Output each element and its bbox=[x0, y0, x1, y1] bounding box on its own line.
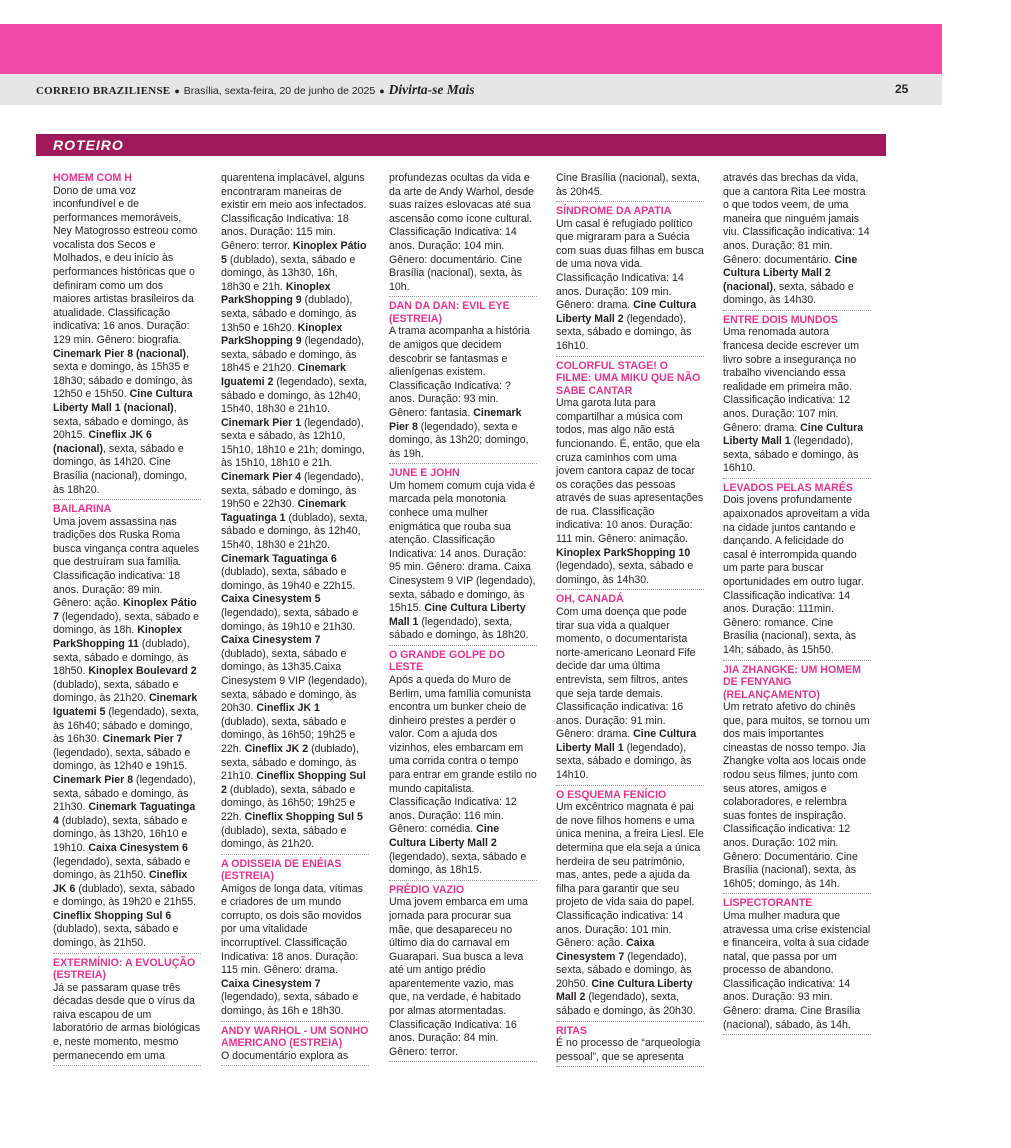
session-times: (dublado), sexta, sábado e domingo, às 21h20. bbox=[53, 678, 179, 705]
cinema-venue: Caixa Cinesystem 6 bbox=[88, 841, 188, 854]
session-times: (dublado), sexta, sábado e domingo, às 19h20 e 21h55. bbox=[53, 882, 197, 909]
dateline: Brasília, sexta-feira, 20 de junho de 2025 bbox=[183, 85, 376, 97]
session-times: (dublado), sexta, sábado e domingo, às 13h20, 16h10 e 19h10. bbox=[53, 814, 188, 854]
cinema-venue: Cine Cultura Liberty Mall 1 bbox=[389, 602, 526, 628]
movie-title: DAN DA DAN: EVIL EYE (ESTREIA) bbox=[389, 300, 510, 325]
movie-description: Dono de uma voz inconfundível e de performances memoráveis, Ney Matogrosso estreou como vocalista dos Secos e Molhados, e deu início às performances históricas que o definiram como um dos maiores artistas brasileiros da atualidade. Classificação indicativa: 16 anos. Duração: 129 min. Gênero: biografia. bbox=[53, 184, 198, 347]
session-times: (dublado), sexta, sábado e domingo, às 19h40 e 22h15. bbox=[221, 566, 356, 592]
session-times: (legendado), sexta, sábado e domingo, às 21h50. bbox=[53, 855, 191, 882]
movie-details bbox=[723, 494, 871, 657]
movie-details bbox=[389, 172, 537, 294]
movie-details bbox=[723, 326, 871, 476]
movie-entry bbox=[221, 858, 369, 1022]
cinema-venue: Kinoplex ParkShopping 9 bbox=[221, 321, 343, 348]
session-times: (legendado), sexta e sábado, às 12h10, 15h10, 18h10 e 21h; domingo, às 15h10, 18h10 e 21h. bbox=[221, 416, 365, 470]
movie-description: Um retrato afetivo do chinês que, para muitos, se tornou um dos mais importantes cineastas de nosso tempo. Jia Zhangke volta aos locais onde rodou seus filmes, junto com seus atores, amigos e colaboradores, e relembra suas fontes de inspiração. Classificação indicativa: 12 anos. Duração: 102 min. Gênero: Documentário. Cine Brasília (nacional), sexta, às 16h05; domingo, às 14h. bbox=[723, 701, 870, 890]
movie-details bbox=[389, 896, 537, 1059]
session-times: (legendado), sexta, sábado e domingo, às 16h10. bbox=[556, 312, 692, 353]
movie-details bbox=[221, 883, 369, 1019]
cinema-venue: Kinoplex ParkShopping 9 bbox=[221, 280, 331, 307]
cinema-venue: Cinemark Pier 7 bbox=[102, 733, 183, 746]
session-times: , sexta, sábado e domingo, às 14h20. Cine Brasília (nacional), domingo, às 18h20. bbox=[53, 442, 188, 496]
cinema-venue: Kinoplex Pátio 5 bbox=[221, 239, 367, 266]
cinema-venue: Cine Cultura Liberty Mall 1 (nacional) bbox=[53, 388, 193, 414]
movie-description: Uma garota luta para compartilhar a música com todos, mas algo não está funcionando. É, então, que ela cruza caminhos com uma jovem cantora capaz de tocar os corações das pessoas através de suas apresentações de rua. Classificação indicativa: 10 anos. Duração: 111 min. Gênero: animação. bbox=[556, 397, 704, 546]
movie-description: Dois jovens profundamente apaixonados aproveitam a vida na cidade juntos cantando e dançando. A felicidade do casal é interrompida quando um parte para buscar oportunidades em outro lugar. Classificação indicativa: 14 anos. Duração: 111min. Gênero: romance. Cine Brasília (nacional), sexta, às 14h; sábado, às 15h50. bbox=[723, 494, 870, 656]
movie-entry bbox=[723, 897, 871, 1035]
movie-details bbox=[723, 172, 871, 308]
session-times: (legendado), sexta, sábado e domingo, às 16h e 18h30. bbox=[221, 991, 359, 1018]
movie-description: Uma jovem assassina nas tradições dos Ruska Roma busca vingança contra aqueles que destruíram sua família. Classificação indicativa: 18 anos. Duração: 89 min. Gênero: ação. bbox=[53, 515, 200, 610]
cinema-venue: Cine Cultura Liberty Mall 2 bbox=[556, 299, 697, 325]
page-header bbox=[0, 74, 942, 105]
session-times: (legendado), sexta, sábado e domingo, às 18h20. bbox=[389, 615, 529, 642]
movie-entry bbox=[53, 957, 201, 1067]
movie-description: Um casal é refugiado político que migraram para a Suécia com suas duas filhas em busca de uma nova vida. Classificação Indicativa: 14 anos. Duração: 109 min. Gênero: drama. bbox=[556, 217, 704, 312]
movie-description: Um excêntrico magnata é pai de nove filhos homens e uma única menina, a freira Liesl. Ele determina que ela seja a única herdeira de seu patrimônio, mas, antes, pede a ajuda da filha para garantir que seu projeto de vida saia do papel. Classificação indicativa: 14 anos. Duração: 101 min. Gênero: ação. bbox=[556, 801, 704, 950]
movie-title: JUNE E JOHN bbox=[389, 467, 460, 480]
session-times: (legendado), sexta, sábado e domingo, às 14h30. bbox=[556, 560, 694, 586]
movie-description: Cine Brasília (nacional), sexta, às 20h45. bbox=[556, 172, 700, 198]
cinema-venue: Cinemark Pier 8 bbox=[389, 406, 522, 433]
cinema-venue: Cineflix JK 6 bbox=[53, 869, 188, 895]
session-times: (legendado), sexta e domingo, às 13h20; domingo, às 19h. bbox=[389, 420, 529, 460]
session-times: (legendado), sexta, sábado e domingo, às 20h30. bbox=[556, 991, 696, 1018]
movie-details bbox=[389, 674, 537, 878]
movie-description: Uma renomada autora francesa decide escrever um livro sobre a insegurança no trabalho vivenciando essa realidade em primeira mão. Classificação indicativa: 12 anos. Duração: 107 min. Gênero: drama. bbox=[723, 326, 860, 434]
cinema-venue: Cinemark Taguatinga 6 bbox=[221, 552, 337, 565]
movie-entry bbox=[723, 664, 871, 895]
cinema-venue: Cinemark Pier 4 bbox=[221, 471, 302, 484]
movie-details bbox=[389, 480, 537, 643]
movie-entry bbox=[53, 172, 201, 500]
cinema-venue: Cinemark Iguatemi 5 bbox=[53, 692, 198, 718]
session-times: , sexta e domingo, às 15h35 e 18h30; sábado e domingo, às 12h50 e 15h50. bbox=[53, 347, 193, 401]
movie-title: OH, CANADÁ bbox=[556, 593, 624, 606]
movie-details bbox=[556, 1037, 704, 1064]
movie-title: O ESQUEMA FENÍCIO bbox=[556, 788, 667, 801]
movie-title: A ODISSEIA DE ENÉIAS (ESTREIA) bbox=[221, 857, 342, 883]
movie-title: PRÉDIO VAZIO bbox=[389, 883, 465, 896]
movie-entry bbox=[556, 360, 704, 591]
column-3 bbox=[389, 172, 537, 1078]
cinema-venue: Cine Cultura Liberty Mall 1 bbox=[556, 728, 697, 754]
movie-description: profundezas ocultas da vida e da arte de Andy Warhol, desde suas raízes eslovacas até sua ascensão como ícone cultural. Classificação Indicativa: 14 anos. Duração: 104 min. Gênero: documentário. Cine Brasília (nacional), sexta, às 10h. bbox=[389, 172, 535, 293]
movie-details bbox=[723, 910, 871, 1032]
movie-description: através das brechas da vida, que a cantora Rita Lee mostra o que todos veem, de uma maneira que ninguém jamais viu. Classificação indicativa: 14 anos. Duração: 81 min. Gênero: documentário. bbox=[723, 172, 870, 266]
column-5 bbox=[723, 172, 871, 1078]
movie-title: LEVADOS PELAS MARÉS bbox=[723, 481, 853, 494]
session-times: (legendado), sexta, sábado e domingo, às 18h15. bbox=[389, 850, 527, 877]
session-times: (legendado), sexta, sábado e domingo, às 12h40, 15h40, 18h30 e 21h10. bbox=[221, 375, 368, 416]
cinema-venue: Kinoplex Boulevard 2 bbox=[88, 665, 197, 678]
movie-description: Uma mulher madura que atravessa uma crise existencial e financeira, volta à sua cidade natal, que passa por um processo de abandono. Classificação indicativa: 14 anos. Duração: 93 min. Gênero: drama. Cine Brasília (nacional), sábado, às 14h. bbox=[723, 909, 871, 1031]
session-times: (legendado), sexta, sábado e domingo, às 21h30. bbox=[53, 773, 196, 814]
roteiro-label: ROTEIRO bbox=[53, 137, 124, 153]
cinema-venue: Cineflix JK 6 (nacional) bbox=[53, 429, 152, 455]
movie-entry bbox=[556, 593, 704, 785]
movie-entry bbox=[723, 482, 871, 661]
session-times: (dublado), sexta, sábado e domingo, às 16h50; 19h25 e 22h. bbox=[221, 715, 356, 755]
movie-description: Um homem comum cuja vida é marcada pela monotonia conhece uma mulher enigmática que rouba sua atenção. Classificação Indicativa: 14 anos. Duração: 95 min. Gênero: drama. Caixa Cinesystem 9 VIP (legendado), sexta, sábado e domingo, às 15h15. bbox=[389, 479, 536, 615]
cinema-venue: Caixa Cinesystem 7 bbox=[556, 937, 655, 963]
movie-details bbox=[556, 606, 704, 783]
movie-details bbox=[53, 516, 201, 951]
session-times: , sexta, sábado e domingo, às 14h30. bbox=[723, 280, 854, 307]
movie-title: O GRANDE GOLPE DO LESTE bbox=[389, 648, 505, 674]
session-times: (legendado), sexta, sábado e domingo, às 20h50. bbox=[556, 950, 692, 990]
movie-title: COLORFUL STAGE! O FILME: UMA MIKU QUE NÃO SABE CANTAR bbox=[556, 359, 701, 397]
header-left bbox=[36, 82, 475, 98]
movie-title: SÍNDROME DA APATIA bbox=[556, 205, 672, 218]
movie-details bbox=[53, 982, 201, 1064]
cinema-venue: Kinoplex ParkShopping 10 bbox=[556, 546, 691, 559]
movie-entry bbox=[389, 884, 537, 1063]
movie-description: O documentário explora as bbox=[221, 1049, 349, 1062]
movie-title: LISPECTORANTE bbox=[723, 897, 813, 910]
movie-entry-continued bbox=[723, 172, 871, 311]
movie-title: BAILARINA bbox=[53, 503, 112, 516]
cinema-venue: Caixa Cinesystem 7 bbox=[221, 634, 321, 647]
cinema-venue: Kinoplex ParkShopping 11 bbox=[53, 624, 182, 650]
session-times: (dublado), sexta, sábado e domingo, às 21h20. bbox=[221, 824, 347, 851]
movie-entry bbox=[389, 649, 537, 881]
movie-title: ANDY WARHOL - UM SONHO AMERICANO (ESTREIA) bbox=[221, 1024, 369, 1050]
cinema-venue: Cineflix Shopping Sul 6 bbox=[53, 909, 172, 922]
top-color-band bbox=[0, 24, 942, 74]
movie-entry-continued bbox=[389, 172, 537, 297]
cinema-venue: Cinemark Taguatinga 1 bbox=[221, 498, 346, 524]
session-times: (dublado), sexta, sábado e domingo, às 16h50; 19h25 e 22h. bbox=[221, 783, 356, 823]
movie-details bbox=[221, 172, 369, 852]
page-number: 25 bbox=[895, 82, 909, 96]
bullet-separator: ● bbox=[379, 86, 385, 96]
movie-description: A trama acompanha a história de amigos que decidem descobrir se fantasmas e alienígenas existem. Classificação Indicativa: ? anos. Duração: 93 min. Gênero: fantasia. bbox=[389, 325, 530, 419]
movie-entry bbox=[556, 789, 704, 1022]
movie-entry bbox=[556, 205, 704, 356]
movie-title: EXTERMÍNIO: A EVOLUÇÃO (ESTREIA) bbox=[53, 956, 196, 982]
session-times: (dublado), sexta, sábado e domingo, às 21h10. bbox=[221, 742, 359, 783]
movie-details bbox=[556, 397, 704, 587]
movie-entry bbox=[723, 314, 871, 479]
cinema-venue: Caixa Cinesystem 7 bbox=[221, 977, 321, 990]
movie-title: ENTRE DOIS MUNDOS bbox=[723, 313, 838, 326]
movie-title: JIA ZHANGKE: UM HOMEM DE FENYANG (RELANÇAMENTO) bbox=[723, 663, 861, 701]
bullet-separator: ● bbox=[174, 86, 180, 96]
movie-title: RITAS bbox=[556, 1024, 587, 1037]
session-times: (legendado), sexta, às 16h40; sábado e domingo, às 16h30. bbox=[53, 705, 200, 746]
cinema-venue: Cineflix Shopping Sul 5 bbox=[244, 810, 363, 823]
session-times: (dublado), sexta, sábado e domingo, às 18h50. bbox=[53, 638, 190, 678]
session-times: (legendado), sexta, sábado e domingo, às 14h10. bbox=[556, 741, 692, 782]
movie-description: Amigos de longa data, vítimas e criadores de um mundo corrupto, os dois são movidos por uma vitalidade incorruptível. Classificação Indicativa: 18 anos. Duração: 115 min. Gênero: drama. bbox=[221, 882, 363, 977]
session-times: (dublado), sexta, sábado e domingo, às 13h50 e 16h20. bbox=[221, 294, 357, 334]
movie-description: Com uma doença que pode tirar sua vida a qualquer momento, o documentarista norte-americano Leonard Fife decide dar uma última entrevista, sem filtros, antes que seja tarde demais. Classificação indicativa: 16 anos. Duração: 91 min. Gênero: drama. bbox=[556, 605, 696, 741]
session-times: (dublado), sexta, sábado e domingo, às 13h30, 16h, 18h30 e 21h. bbox=[221, 253, 356, 293]
movie-description: Uma jovem embarca em uma jornada para procurar sua mãe, que desapareceu no último dia do carnaval em Guarapari. Sua busca a leva até um antigo prédio aparentemente vazio, mas que, na verdade, é habitado por almas atormentadas. Classificação Indicativa: 16 anos. Duração: 84 min. Gênero: terror. bbox=[389, 896, 528, 1058]
column-2 bbox=[221, 172, 369, 1078]
movie-entry-continued bbox=[556, 172, 704, 202]
cinema-venue: Cine Cultura Liberty Mall 2 (nacional) bbox=[723, 253, 858, 293]
column-1 bbox=[53, 172, 201, 1078]
movie-entry bbox=[221, 1025, 369, 1067]
session-times: (dublado), sexta, sábado e domingo, às 13h35.Caixa Cinesystem 9 VIP (legendado), sexta, sábado e domingo, às 20h30. bbox=[221, 647, 368, 715]
cinema-venue: Kinoplex Pátio 7 bbox=[53, 597, 197, 623]
cinema-venue: Cinemark Taguatinga 4 bbox=[53, 801, 196, 827]
movie-details bbox=[556, 801, 704, 1019]
movie-details bbox=[723, 701, 871, 891]
cinema-venue: Cineflix Shopping Sul 2 bbox=[221, 770, 366, 796]
session-times: (dublado), sexta, sábado e domingo, às 21h50. bbox=[53, 923, 179, 950]
cinema-venue: Cine Cultura Liberty Mall 1 bbox=[723, 421, 864, 448]
session-times: , sexta, sábado e domingo, às 20h15. bbox=[53, 402, 189, 442]
movie-entry bbox=[389, 467, 537, 646]
section-name: Divirta-se Mais bbox=[388, 82, 475, 97]
session-times: (legendado), sexta, sábado e domingo, às 19h10 e 21h30. bbox=[221, 607, 359, 633]
column-4 bbox=[556, 172, 704, 1078]
movie-details bbox=[556, 172, 704, 199]
movie-description: É no processo de “arqueologia pessoal”, que se apresenta bbox=[556, 1037, 701, 1063]
session-times: (legendado), sexta, sábado e domingo, às 18h. bbox=[53, 610, 200, 637]
movie-description: Já se passaram quase três décadas desde que o vírus da raiva escapou de um laboratório de armas biológicas e, neste momento, mesmo permanecendo em uma bbox=[53, 981, 201, 1062]
movie-entry bbox=[53, 503, 201, 954]
session-times: (legendado), sexta, sábado e domingo, às 12h40 e 19h15. bbox=[53, 746, 191, 773]
session-times: (legendado), sexta, sábado e domingo, às 18h45 e 21h20. bbox=[221, 335, 365, 375]
cinema-venue: Cinemark Pier 8 bbox=[53, 773, 134, 786]
movie-title: HOMEM COM H bbox=[53, 172, 132, 184]
cinema-venue: Cine Cultura Liberty Mall 2 bbox=[556, 977, 693, 1004]
movie-entry-continued bbox=[221, 172, 369, 855]
movie-details bbox=[53, 185, 201, 498]
movie-details bbox=[221, 1050, 369, 1064]
cinema-venue: Cine Cultura Liberty Mall 2 bbox=[389, 823, 500, 850]
movie-entry bbox=[556, 1025, 704, 1068]
newspaper-brand: CORREIO BRAZILIENSE bbox=[36, 85, 171, 97]
movie-details bbox=[389, 325, 537, 461]
session-times: (dublado), sexta, sábado e domingo, às 12h40, 15h40, 18h30 e 21h20. bbox=[221, 511, 368, 552]
movie-description: Após a queda do Muro de Berlim, uma família comunista encontra um bunker cheio de dinheiro prestes a perder o valor. Com a ajuda dos vizinhos, eles embarcam em uma corrida contra o tempo para entrar em grande estilo no mundo capitalista. Classificação Indicativa: 12 anos. Duração: 116 min. Gênero: comédia. bbox=[389, 673, 537, 836]
movie-entry bbox=[389, 300, 537, 464]
cinema-venue: Cineflix JK 2 bbox=[244, 742, 309, 755]
cinema-venue: Caixa Cinesystem 5 bbox=[221, 593, 321, 606]
cinema-venue: Cinemark Iguatemi 2 bbox=[221, 362, 346, 388]
movie-description: quarentena implacável, alguns encontraram maneiras de existir em meio aos infectados. Classificação Indicativa: 18 anos. Duração: 115 min. Gênero: terror. bbox=[221, 172, 367, 252]
cinema-venue: Cineflix JK 1 bbox=[256, 702, 320, 715]
roteiro-section-bar bbox=[36, 134, 886, 156]
cinema-venue: Cinemark Pier 8 (nacional) bbox=[53, 347, 187, 360]
cinema-venue: Cinemark Pier 1 bbox=[221, 416, 302, 429]
movie-details bbox=[556, 218, 704, 354]
session-times: (legendado), sexta, sábado e domingo, às 19h50 e 22h30. bbox=[221, 471, 364, 511]
session-times: (legendado), sexta, sábado e domingo, às 16h10. bbox=[723, 435, 859, 475]
